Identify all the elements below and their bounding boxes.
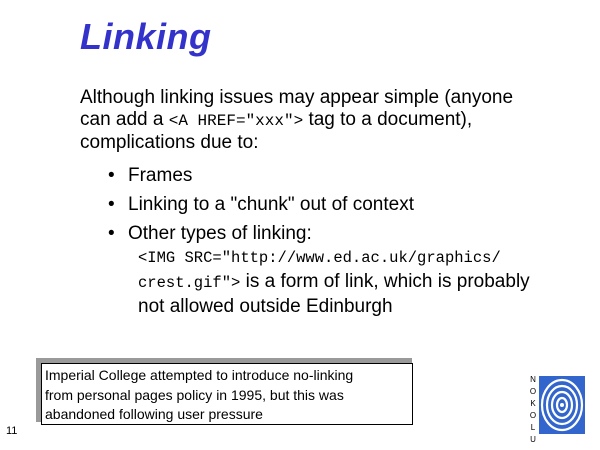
bullet-icon: • <box>108 165 115 186</box>
intro-line-2 <box>80 109 580 132</box>
list-item <box>108 161 414 190</box>
list-item <box>108 190 414 219</box>
note-line-3: abandoned following user pressure <box>45 406 263 422</box>
bullet-icon: • <box>108 194 115 215</box>
intro-line-1: Although linking issues may appear simple (anyone <box>80 87 514 108</box>
list-item-text: Linking to a "chunk" out of context <box>128 194 415 215</box>
imperial-college-note <box>41 363 413 425</box>
slide-title: Linking <box>80 16 212 57</box>
img-link-example <box>138 246 578 319</box>
img-code-line-1: <IMG SRC="http://www.ed.ac.uk/graphics/ <box>138 249 501 267</box>
intro-line-3: complications due to: <box>80 132 259 153</box>
note-line-2: from personal pages policy in 1995, but this was <box>45 386 344 403</box>
list-item-text: Other types of linking: <box>128 223 312 244</box>
list-item-text: Frames <box>128 165 193 186</box>
intro-line-2-suffix: tag to a document), <box>303 109 473 130</box>
img-example-line-3: not allowed outside Edinburgh <box>138 296 393 317</box>
ukoln-logo <box>528 374 584 444</box>
spiral-icon <box>539 376 585 434</box>
list-item <box>108 219 414 248</box>
img-example-line-2 <box>138 270 578 295</box>
img-example-text-2: is a form of link, which is probably <box>240 271 530 292</box>
img-code-line-2: crest.gif"> <box>138 274 241 292</box>
page-number: 11 <box>6 425 18 437</box>
anchor-tag-code: <A HREF="xxx"> <box>168 112 304 130</box>
intro-paragraph <box>80 87 580 154</box>
complication-list <box>108 161 414 248</box>
note-line-1: Imperial College attempted to introduce no-linking <box>45 367 354 383</box>
logo-lettering: N O K O L U <box>529 375 537 444</box>
bullet-icon: • <box>108 223 115 244</box>
intro-line-2-prefix: can add a <box>80 109 169 130</box>
